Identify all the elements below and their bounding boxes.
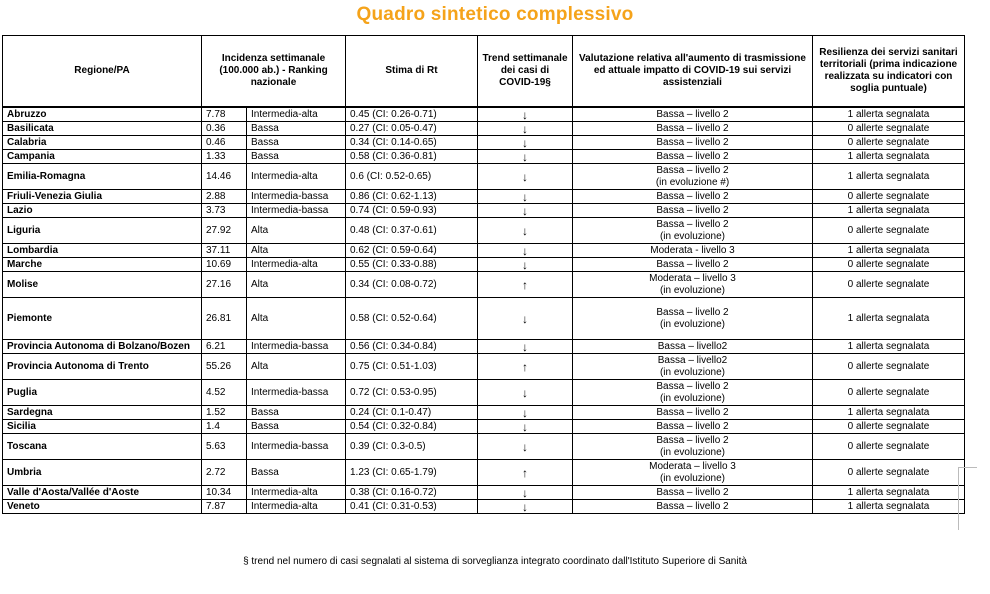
rt-cell: 0.34 (CI: 0.08-0.72) <box>346 272 478 298</box>
arrow-down-icon: ↓ <box>522 189 528 204</box>
ranking-cell: Intermedia-alta <box>247 500 346 514</box>
trend-cell <box>478 107 573 122</box>
trend-cell <box>478 136 573 150</box>
evaluation-note: (in evoluzione) <box>659 318 726 330</box>
rt-cell: 0.86 (CI: 0.62-1.13) <box>346 190 478 204</box>
region-cell: Puglia <box>3 380 202 406</box>
ranking-cell: Alta <box>247 298 346 340</box>
trend-cell <box>478 460 573 486</box>
rt-cell: 0.56 (CI: 0.34-0.84) <box>346 340 478 354</box>
evaluation-level: Bassa – livello 2 <box>656 486 729 498</box>
region-cell: Campania <box>3 150 202 164</box>
evaluation-level: Bassa – livello 2 <box>656 150 729 162</box>
incidence-cell: 6.21 <box>202 340 247 354</box>
rt-cell: 0.62 (CI: 0.59-0.64) <box>346 244 478 258</box>
resilience-cell: 0 allerte segnalate <box>813 460 965 486</box>
evaluation-note: (in evoluzione) <box>659 230 726 242</box>
incidence-cell: 14.46 <box>202 164 247 190</box>
resilience-cell: 0 allerte segnalate <box>813 218 965 244</box>
resilience-cell: 1 allerta segnalata <box>813 340 965 354</box>
arrow-down-icon: ↓ <box>522 419 528 434</box>
resilience-cell: 1 allerta segnalata <box>813 500 965 514</box>
arrow-down-icon: ↓ <box>522 439 528 454</box>
region-cell: Marche <box>3 258 202 272</box>
resilience-cell: 0 allerte segnalate <box>813 420 965 434</box>
rt-cell: 0.55 (CI: 0.33-0.88) <box>346 258 478 272</box>
ranking-cell: Bassa <box>247 460 346 486</box>
incidence-cell: 1.4 <box>202 420 247 434</box>
trend-cell <box>478 486 573 500</box>
arrow-down-icon: ↓ <box>522 385 528 400</box>
resilience-cell: 1 allerta segnalata <box>813 406 965 420</box>
resilience-cell: 1 allerta segnalata <box>813 298 965 340</box>
rt-cell: 0.24 (CI: 0.1-0.47) <box>346 406 478 420</box>
evaluation-level: Bassa – livello2 <box>657 354 728 366</box>
header-trend: Trend settimanale dei casi di COVID-19§ <box>478 36 573 108</box>
resilience-cell: 1 allerta segnalata <box>813 107 965 122</box>
incidence-cell: 0.36 <box>202 122 247 136</box>
region-cell: Basilicata <box>3 122 202 136</box>
page-title: Quadro sintetico complessivo <box>356 4 634 25</box>
incidence-cell: 10.34 <box>202 486 247 500</box>
table-row <box>3 460 965 486</box>
rt-cell: 0.54 (CI: 0.32-0.84) <box>346 420 478 434</box>
trend-cell <box>478 258 573 272</box>
resilience-cell: 1 allerta segnalata <box>813 244 965 258</box>
region-cell: Umbria <box>3 460 202 486</box>
evaluation-cell <box>573 434 813 460</box>
incidence-cell: 7.78 <box>202 107 247 122</box>
arrow-up-icon: ↑ <box>522 277 528 292</box>
evaluation-level: Bassa – livello 2 <box>656 380 729 392</box>
rt-cell: 0.45 (CI: 0.26-0.71) <box>346 107 478 122</box>
table-row <box>3 298 965 340</box>
ranking-cell: Intermedia-bassa <box>247 204 346 218</box>
ranking-cell: Bassa <box>247 420 346 434</box>
trend-cell <box>478 150 573 164</box>
resilience-cell: 0 allerte segnalate <box>813 434 965 460</box>
rt-cell: 0.74 (CI: 0.59-0.93) <box>346 204 478 218</box>
arrow-down-icon: ↓ <box>522 203 528 218</box>
evaluation-level: Bassa – livello 2 <box>656 204 729 216</box>
arrow-down-icon: ↓ <box>522 339 528 354</box>
incidence-cell: 1.33 <box>202 150 247 164</box>
evaluation-level: Bassa – livello 2 <box>656 190 729 202</box>
incidence-cell: 7.87 <box>202 500 247 514</box>
evaluation-cell <box>573 190 813 204</box>
ranking-cell: Alta <box>247 354 346 380</box>
ranking-cell: Intermedia-alta <box>247 164 346 190</box>
ranking-cell: Alta <box>247 244 346 258</box>
incidence-cell: 5.63 <box>202 434 247 460</box>
trend-cell <box>478 122 573 136</box>
resilience-cell: 0 allerte segnalate <box>813 380 965 406</box>
table-row <box>3 340 965 354</box>
evaluation-level: Moderata - livello 3 <box>650 244 735 256</box>
region-cell: Liguria <box>3 218 202 244</box>
header-resilience: Resilienza dei servizi sanitari territoriali (prima indicazione realizzata su indicatori con soglia puntuale) <box>813 36 965 108</box>
table-row <box>3 380 965 406</box>
table-row <box>3 406 965 420</box>
rt-cell: 0.27 (CI: 0.05-0.47) <box>346 122 478 136</box>
resilience-cell: 1 allerta segnalata <box>813 204 965 218</box>
ranking-cell: Bassa <box>247 406 346 420</box>
rt-cell: 0.34 (CI: 0.14-0.65) <box>346 136 478 150</box>
evaluation-level: Bassa – livello 2 <box>656 122 729 134</box>
region-cell: Lombardia <box>3 244 202 258</box>
incidence-cell: 27.92 <box>202 218 247 244</box>
arrow-down-icon: ↓ <box>522 243 528 258</box>
ranking-cell: Intermedia-bassa <box>247 340 346 354</box>
table-row <box>3 150 965 164</box>
evaluation-level: Bassa – livello2 <box>657 340 728 352</box>
table-row <box>3 500 965 514</box>
table-row <box>3 122 965 136</box>
arrow-down-icon: ↓ <box>522 311 528 326</box>
trend-cell <box>478 190 573 204</box>
rt-cell: 0.6 (CI: 0.52-0.65) <box>346 164 478 190</box>
arrow-down-icon: ↓ <box>522 499 528 514</box>
region-cell: Veneto <box>3 500 202 514</box>
evaluation-note: (in evoluzione) <box>659 366 726 378</box>
incidence-cell: 26.81 <box>202 298 247 340</box>
evaluation-cell <box>573 136 813 150</box>
table-row <box>3 204 965 218</box>
incidence-cell: 37.11 <box>202 244 247 258</box>
trend-cell <box>478 340 573 354</box>
trend-cell <box>478 298 573 340</box>
evaluation-cell <box>573 420 813 434</box>
resilience-cell: 0 allerte segnalate <box>813 354 965 380</box>
region-cell: Piemonte <box>3 298 202 340</box>
evaluation-cell <box>573 218 813 244</box>
header-rt: Stima di Rt <box>346 36 478 108</box>
ranking-cell: Alta <box>247 218 346 244</box>
table-row <box>3 354 965 380</box>
evaluation-level: Bassa – livello 2 <box>656 434 729 446</box>
table-row <box>3 107 965 122</box>
rt-cell: 0.75 (CI: 0.51-1.03) <box>346 354 478 380</box>
trend-cell <box>478 164 573 190</box>
header-incidence: Incidenza settimanale (100.000 ab.) - Ranking nazionale <box>202 36 346 108</box>
arrow-down-icon: ↓ <box>522 149 528 164</box>
evaluation-cell <box>573 354 813 380</box>
trend-cell <box>478 434 573 460</box>
rt-cell: 0.41 (CI: 0.31-0.53) <box>346 500 478 514</box>
resilience-cell: 1 allerta segnalata <box>813 150 965 164</box>
evaluation-note: (in evoluzione) <box>659 472 726 484</box>
resilience-cell: 0 allerte segnalate <box>813 258 965 272</box>
evaluation-level: Bassa – livello 2 <box>656 108 729 120</box>
arrow-up-icon: ↑ <box>522 465 528 480</box>
incidence-cell: 0.46 <box>202 136 247 150</box>
arrow-down-icon: ↓ <box>522 485 528 500</box>
trend-cell <box>478 380 573 406</box>
resilience-cell: 0 allerte segnalate <box>813 122 965 136</box>
rt-cell: 0.39 (CI: 0.3-0.5) <box>346 434 478 460</box>
evaluation-level: Bassa – livello 2 <box>656 306 729 318</box>
region-cell: Molise <box>3 272 202 298</box>
arrow-down-icon: ↓ <box>522 107 528 122</box>
incidence-cell: 27.16 <box>202 272 247 298</box>
evaluation-cell <box>573 486 813 500</box>
trend-cell <box>478 204 573 218</box>
incidence-cell: 55.26 <box>202 354 247 380</box>
region-cell: Provincia Autonoma di Bolzano/Bozen <box>3 340 202 354</box>
region-cell: Lazio <box>3 204 202 218</box>
trend-cell <box>478 500 573 514</box>
ranking-cell: Intermedia-bassa <box>247 190 346 204</box>
rt-cell: 0.38 (CI: 0.16-0.72) <box>346 486 478 500</box>
evaluation-cell <box>573 500 813 514</box>
arrow-down-icon: ↓ <box>522 257 528 272</box>
evaluation-cell <box>573 204 813 218</box>
ranking-cell: Bassa <box>247 122 346 136</box>
table-row <box>3 258 965 272</box>
ranking-cell: Intermedia-alta <box>247 486 346 500</box>
rt-cell: 0.48 (CI: 0.37-0.61) <box>346 218 478 244</box>
evaluation-level: Bassa – livello 2 <box>656 258 729 270</box>
rt-cell: 0.72 (CI: 0.53-0.95) <box>346 380 478 406</box>
evaluation-cell <box>573 272 813 298</box>
ranking-cell: Intermedia-alta <box>247 107 346 122</box>
resilience-cell: 0 allerte segnalate <box>813 272 965 298</box>
evaluation-level: Moderata – livello 3 <box>649 272 736 284</box>
evaluation-level: Bassa – livello 2 <box>656 500 729 512</box>
evaluation-cell <box>573 107 813 122</box>
region-cell: Valle d'Aosta/Vallée d'Aoste <box>3 486 202 500</box>
region-cell: Emilia-Romagna <box>3 164 202 190</box>
ranking-cell: Intermedia-bassa <box>247 434 346 460</box>
table-row <box>3 190 965 204</box>
arrow-down-icon: ↓ <box>522 405 528 420</box>
evaluation-level: Bassa – livello 2 <box>656 136 729 148</box>
rt-cell: 0.58 (CI: 0.36-0.81) <box>346 150 478 164</box>
region-cell: Provincia Autonoma di Trento <box>3 354 202 380</box>
incidence-cell: 2.88 <box>202 190 247 204</box>
resilience-cell: 0 allerte segnalate <box>813 190 965 204</box>
ranking-cell: Alta <box>247 272 346 298</box>
evaluation-cell <box>573 122 813 136</box>
incidence-cell: 3.73 <box>202 204 247 218</box>
evaluation-cell <box>573 460 813 486</box>
rt-cell: 0.58 (CI: 0.52-0.64) <box>346 298 478 340</box>
region-cell: Sardegna <box>3 406 202 420</box>
summary-table <box>2 35 965 514</box>
arrow-down-icon: ↓ <box>522 135 528 150</box>
region-cell: Toscana <box>3 434 202 460</box>
trend-cell <box>478 406 573 420</box>
evaluation-level: Bassa – livello 2 <box>656 218 729 230</box>
corner-mark <box>958 467 977 530</box>
evaluation-level: Bassa – livello 2 <box>656 164 729 176</box>
evaluation-note: (in evoluzione) <box>659 446 726 458</box>
table-row <box>3 164 965 190</box>
resilience-cell: 1 allerta segnalata <box>813 164 965 190</box>
footnote: § trend nel numero di casi segnalati al sistema di sorveglianza integrato coordinato dall'Istituto Superiore di Sanità <box>243 556 747 567</box>
trend-cell <box>478 244 573 258</box>
ranking-cell: Intermedia-bassa <box>247 380 346 406</box>
evaluation-note: (in evoluzione) <box>659 392 726 404</box>
evaluation-cell <box>573 380 813 406</box>
header-region: Regione/PA <box>3 36 202 108</box>
arrow-down-icon: ↓ <box>522 169 528 184</box>
table-row <box>3 272 965 298</box>
region-cell: Friuli-Venezia Giulia <box>3 190 202 204</box>
trend-cell <box>478 354 573 380</box>
table-header-row <box>3 36 965 108</box>
evaluation-cell <box>573 340 813 354</box>
incidence-cell: 4.52 <box>202 380 247 406</box>
table-row <box>3 420 965 434</box>
table-row <box>3 434 965 460</box>
arrow-down-icon: ↓ <box>522 223 528 238</box>
trend-cell <box>478 420 573 434</box>
resilience-cell: 0 allerte segnalate <box>813 136 965 150</box>
incidence-cell: 1.52 <box>202 406 247 420</box>
ranking-cell: Bassa <box>247 150 346 164</box>
evaluation-cell <box>573 150 813 164</box>
evaluation-cell <box>573 244 813 258</box>
incidence-cell: 10.69 <box>202 258 247 272</box>
table-row <box>3 486 965 500</box>
evaluation-level: Bassa – livello 2 <box>656 406 729 418</box>
evaluation-level: Moderata – livello 3 <box>649 460 736 472</box>
evaluation-cell <box>573 298 813 340</box>
region-cell: Calabria <box>3 136 202 150</box>
evaluation-cell <box>573 164 813 190</box>
trend-cell <box>478 272 573 298</box>
header-evaluation: Valutazione relativa all'aumento di trasmissione ed attuale impatto di COVID-19 sui servizi assistenziali <box>573 36 813 108</box>
arrow-down-icon: ↓ <box>522 121 528 136</box>
evaluation-level: Bassa – livello 2 <box>656 420 729 432</box>
ranking-cell: Bassa <box>247 136 346 150</box>
table-row <box>3 136 965 150</box>
region-cell: Sicilia <box>3 420 202 434</box>
rt-cell: 1.23 (CI: 0.65-1.79) <box>346 460 478 486</box>
table-row <box>3 244 965 258</box>
region-cell: Abruzzo <box>3 107 202 122</box>
evaluation-note: (in evoluzione #) <box>655 176 730 188</box>
table-row <box>3 218 965 244</box>
evaluation-note: (in evoluzione) <box>659 284 726 296</box>
ranking-cell: Intermedia-alta <box>247 258 346 272</box>
evaluation-cell <box>573 258 813 272</box>
resilience-cell: 1 allerta segnalata <box>813 486 965 500</box>
trend-cell <box>478 218 573 244</box>
incidence-cell: 2.72 <box>202 460 247 486</box>
arrow-up-icon: ↑ <box>522 359 528 374</box>
evaluation-cell <box>573 406 813 420</box>
